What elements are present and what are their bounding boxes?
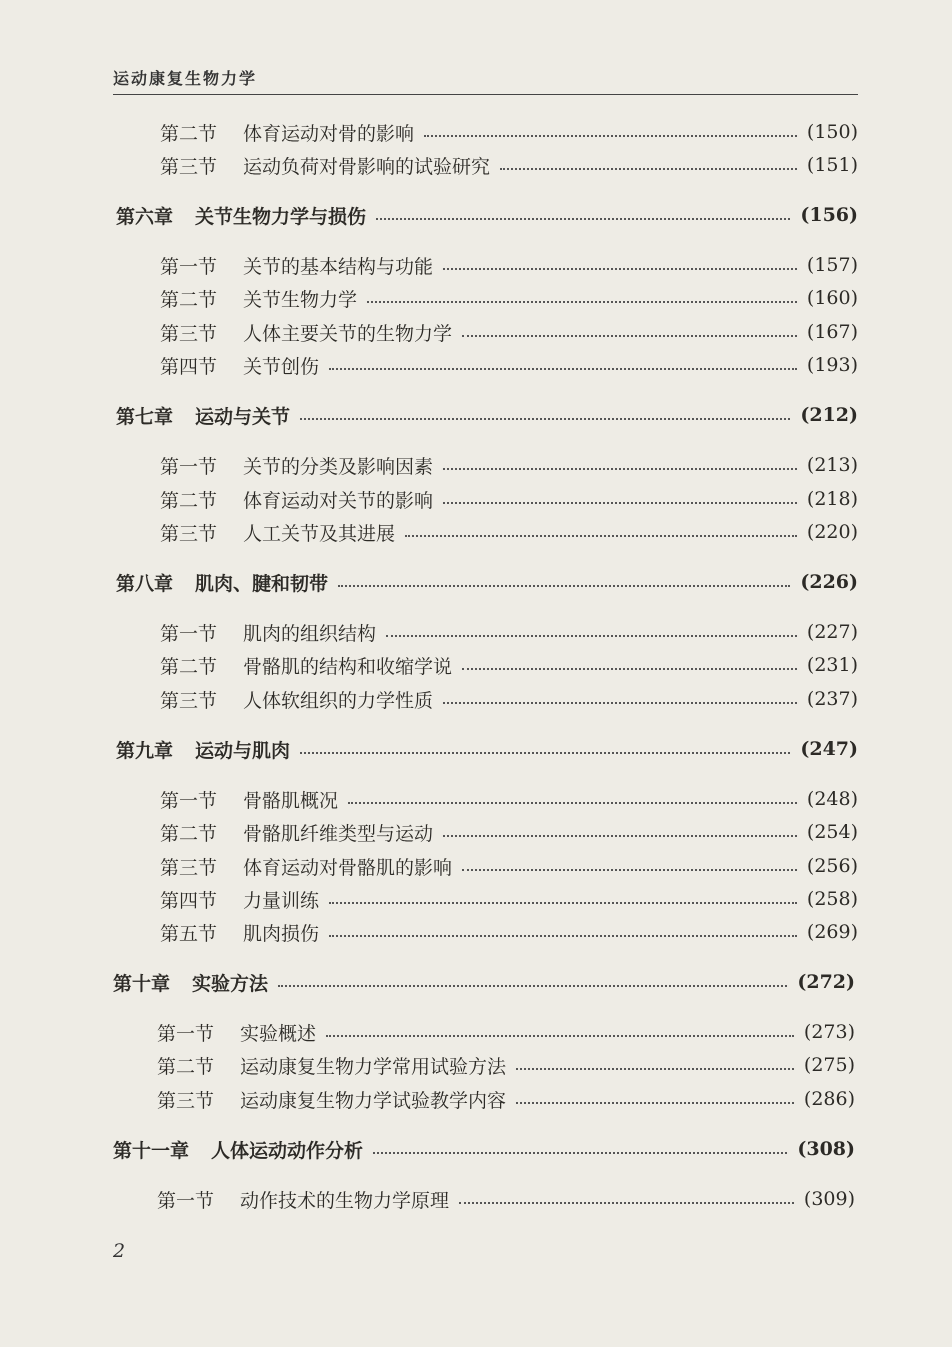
page-reference: (272) [797, 971, 855, 993]
page-reference: (256) [806, 855, 858, 877]
toc-section-entry[interactable] [160, 251, 858, 279]
dot-leader [300, 418, 790, 420]
dot-leader [462, 869, 797, 871]
dot-leader [326, 1035, 794, 1037]
page-reference: (218) [806, 488, 858, 510]
section-number: 第三节 [160, 689, 218, 712]
toc-section-entry[interactable] [160, 685, 858, 713]
page-reference: (213) [806, 454, 858, 476]
dot-leader [443, 835, 797, 837]
section-number: 第一节 [160, 789, 218, 812]
dot-leader [443, 268, 797, 270]
dot-leader [443, 702, 797, 704]
section-title: 运动康复生物力学常用试验方法 [240, 1055, 507, 1078]
toc-section-entry[interactable] [160, 118, 858, 146]
section-title: 骨骼肌的结构和收缩学说 [243, 655, 453, 678]
toc-section-entry[interactable] [160, 518, 858, 546]
section-number: 第一节 [160, 255, 218, 278]
dot-leader [329, 935, 797, 937]
dot-leader [329, 368, 797, 370]
section-number: 第二节 [160, 822, 218, 845]
dot-leader [348, 802, 797, 804]
page-reference: (275) [803, 1054, 855, 1076]
page-reference: (258) [806, 888, 858, 910]
chapter-number: 第九章 [116, 739, 174, 762]
toc-section-entry[interactable] [160, 852, 858, 880]
page-reference: (237) [806, 688, 858, 710]
chapter-number: 第七章 [116, 405, 174, 428]
page-reference: (231) [806, 654, 858, 676]
running-title: 运动康复生物力学 [113, 69, 258, 88]
section-title: 骨骼肌概况 [243, 789, 339, 812]
page-reference: (308) [797, 1138, 855, 1160]
page-reference: (220) [806, 521, 858, 543]
toc-section-entry[interactable] [157, 1185, 855, 1213]
toc-chapter-entry[interactable] [116, 401, 858, 429]
section-number: 第二节 [160, 122, 218, 145]
section-title: 体育运动对关节的影响 [243, 489, 434, 512]
dot-leader [405, 535, 797, 537]
section-number: 第三节 [160, 856, 218, 879]
section-title: 关节生物力学 [243, 288, 358, 311]
chapter-title: 运动与关节 [195, 405, 291, 428]
dot-leader [338, 585, 790, 587]
dot-leader [278, 985, 787, 987]
dot-leader [376, 218, 790, 220]
section-number: 第三节 [157, 1089, 215, 1112]
section-title: 人体软组织的力学性质 [243, 689, 434, 712]
toc-section-entry[interactable] [160, 918, 858, 946]
section-number: 第四节 [160, 889, 218, 912]
section-title: 肌肉损伤 [243, 922, 320, 945]
dot-leader [386, 635, 797, 637]
dot-leader [516, 1102, 794, 1104]
section-number: 第二节 [160, 489, 218, 512]
chapter-title: 关节生物力学与损伤 [195, 205, 367, 228]
section-title: 运动康复生物力学试验教学内容 [240, 1089, 507, 1112]
chapter-title: 运动与肌肉 [195, 739, 291, 762]
section-title: 人体主要关节的生物力学 [243, 322, 453, 345]
section-title: 骨骼肌纤维类型与运动 [243, 822, 434, 845]
page-reference: (309) [803, 1188, 855, 1210]
section-number: 第三节 [160, 322, 218, 345]
chapter-number: 第十一章 [113, 1139, 190, 1162]
section-title: 动作技术的生物力学原理 [240, 1189, 450, 1212]
toc-chapter-entry[interactable] [113, 968, 855, 996]
section-title: 关节的分类及影响因素 [243, 455, 434, 478]
toc-chapter-entry[interactable] [113, 1135, 855, 1163]
page-reference: (226) [800, 571, 858, 593]
section-title: 体育运动对骨骼肌的影响 [243, 856, 453, 879]
section-number: 第四节 [160, 355, 218, 378]
toc-section-entry[interactable] [160, 151, 858, 179]
toc-section-entry[interactable] [160, 618, 858, 646]
section-title: 人工关节及其进展 [243, 522, 396, 545]
dot-leader [300, 752, 790, 754]
section-title: 体育运动对骨的影响 [243, 122, 415, 145]
page-reference: (157) [806, 254, 858, 276]
section-title: 力量训练 [243, 889, 320, 912]
chapter-title: 实验方法 [192, 972, 269, 995]
page-reference: (150) [806, 121, 858, 143]
toc-section-entry[interactable] [160, 284, 858, 312]
chapter-title: 人体运动动作分析 [211, 1139, 364, 1162]
dot-leader [367, 301, 797, 303]
toc-section-entry[interactable] [157, 1018, 855, 1046]
toc-section-entry[interactable] [160, 785, 858, 813]
section-number: 第一节 [160, 455, 218, 478]
chapter-number: 第六章 [116, 205, 174, 228]
dot-leader [462, 335, 797, 337]
dot-leader [443, 502, 797, 504]
dot-leader [459, 1202, 794, 1204]
dot-leader [516, 1068, 794, 1070]
page-reference: (286) [803, 1088, 855, 1110]
toc-section-entry[interactable] [160, 318, 858, 346]
section-title: 实验概述 [240, 1022, 317, 1045]
page-number: 2 [113, 1240, 126, 1262]
toc-section-entry[interactable] [160, 651, 858, 679]
toc-section-entry[interactable] [157, 1085, 855, 1113]
toc-section-entry[interactable] [160, 818, 858, 846]
toc-chapter-entry[interactable] [116, 568, 858, 596]
dot-leader [462, 668, 797, 670]
section-number: 第一节 [157, 1022, 215, 1045]
toc-chapter-entry[interactable] [116, 201, 858, 229]
section-number: 第二节 [157, 1055, 215, 1078]
page-reference: (269) [806, 921, 858, 943]
section-number: 第一节 [157, 1189, 215, 1212]
dot-leader [424, 135, 797, 137]
section-number: 第二节 [160, 655, 218, 678]
section-number: 第一节 [160, 622, 218, 645]
page-reference: (151) [806, 154, 858, 176]
toc-section-entry[interactable] [160, 351, 858, 379]
toc-section-entry[interactable] [160, 485, 858, 513]
chapter-title: 肌肉、腱和韧带 [195, 572, 329, 595]
section-title: 肌肉的组织结构 [243, 622, 377, 645]
toc-section-entry[interactable] [157, 1051, 855, 1079]
section-number: 第二节 [160, 288, 218, 311]
page-reference: (212) [800, 404, 858, 426]
section-number: 第三节 [160, 522, 218, 545]
dot-leader [500, 168, 797, 170]
section-title: 关节的基本结构与功能 [243, 255, 434, 278]
dot-leader [443, 468, 797, 470]
page-reference: (156) [800, 204, 858, 226]
section-title: 运动负荷对骨影响的试验研究 [243, 155, 491, 178]
section-title: 关节创伤 [243, 355, 320, 378]
section-number: 第三节 [160, 155, 218, 178]
page-reference: (160) [806, 287, 858, 309]
page-reference: (254) [806, 821, 858, 843]
chapter-number: 第十章 [113, 972, 171, 995]
toc-section-entry[interactable] [160, 885, 858, 913]
page-reference: (248) [806, 788, 858, 810]
page-reference: (247) [800, 738, 858, 760]
chapter-number: 第八章 [116, 572, 174, 595]
dot-leader [373, 1152, 787, 1154]
toc-section-entry[interactable] [160, 451, 858, 479]
toc-chapter-entry[interactable] [116, 735, 858, 763]
page-reference: (227) [806, 621, 858, 643]
dot-leader [329, 902, 797, 904]
page-reference: (273) [803, 1021, 855, 1043]
page-reference: (167) [806, 321, 858, 343]
section-number: 第五节 [160, 922, 218, 945]
page-reference: (193) [806, 354, 858, 376]
